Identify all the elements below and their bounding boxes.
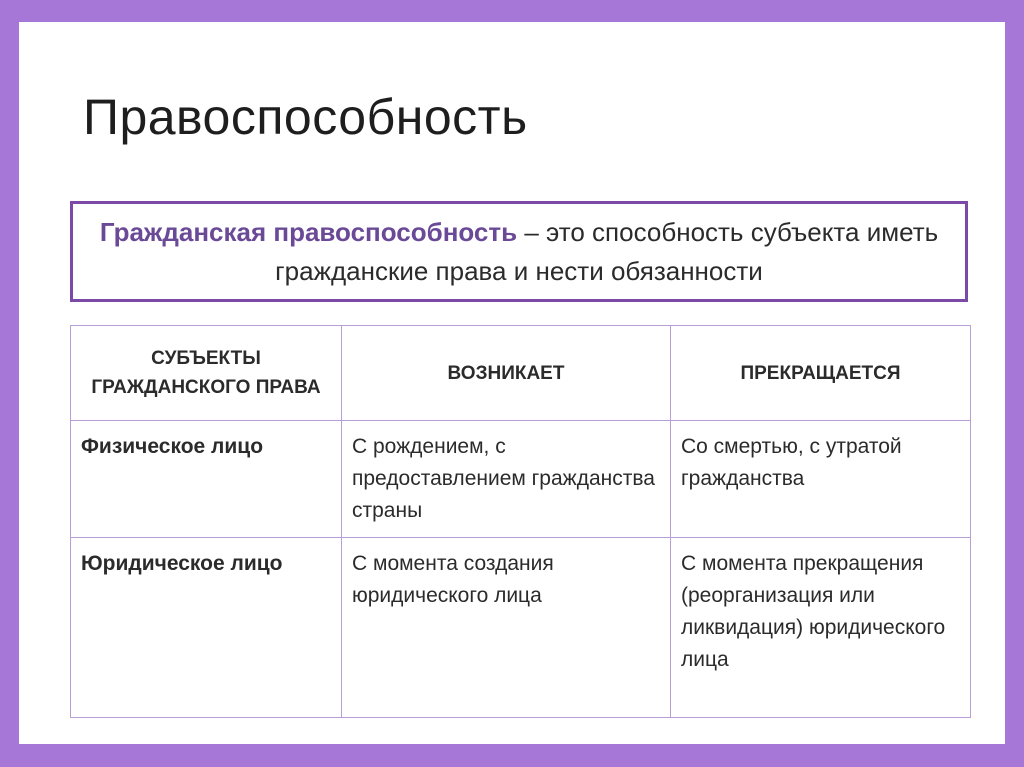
table-row [71, 421, 971, 538]
definition-body: – это способность субъекта иметь гражданские права и нести обязанности [275, 216, 939, 286]
table-header-row [71, 326, 971, 421]
header-arises: ВОЗНИКАЕТ [342, 326, 671, 421]
definition-term: Гражданская правоспособность [99, 216, 518, 247]
row-terminates: С момента прекращения (реорганизация или ликвидация) юридического лица [671, 538, 971, 718]
row-terminates: Со смертью, с утратой гражданства [671, 421, 971, 538]
row-subject: Юридическое лицо [71, 538, 342, 718]
legal-capacity-table [70, 325, 971, 718]
header-subjects: СУБЪЕКТЫ ГРАЖДАНСКОГО ПРАВА [71, 326, 342, 421]
row-arises: С момента создания юридического лица [342, 538, 671, 718]
definition-text [97, 213, 941, 291]
row-subject: Физическое лицо [71, 421, 342, 538]
slide [19, 22, 1005, 744]
header-terminates: ПРЕКРАЩАЕТСЯ [671, 326, 971, 421]
table-row [71, 538, 971, 718]
slide-title: Правоспособность [83, 89, 528, 145]
definition-box [70, 201, 968, 302]
row-arises: С рождением, с предоставлением гражданства страны [342, 421, 671, 538]
